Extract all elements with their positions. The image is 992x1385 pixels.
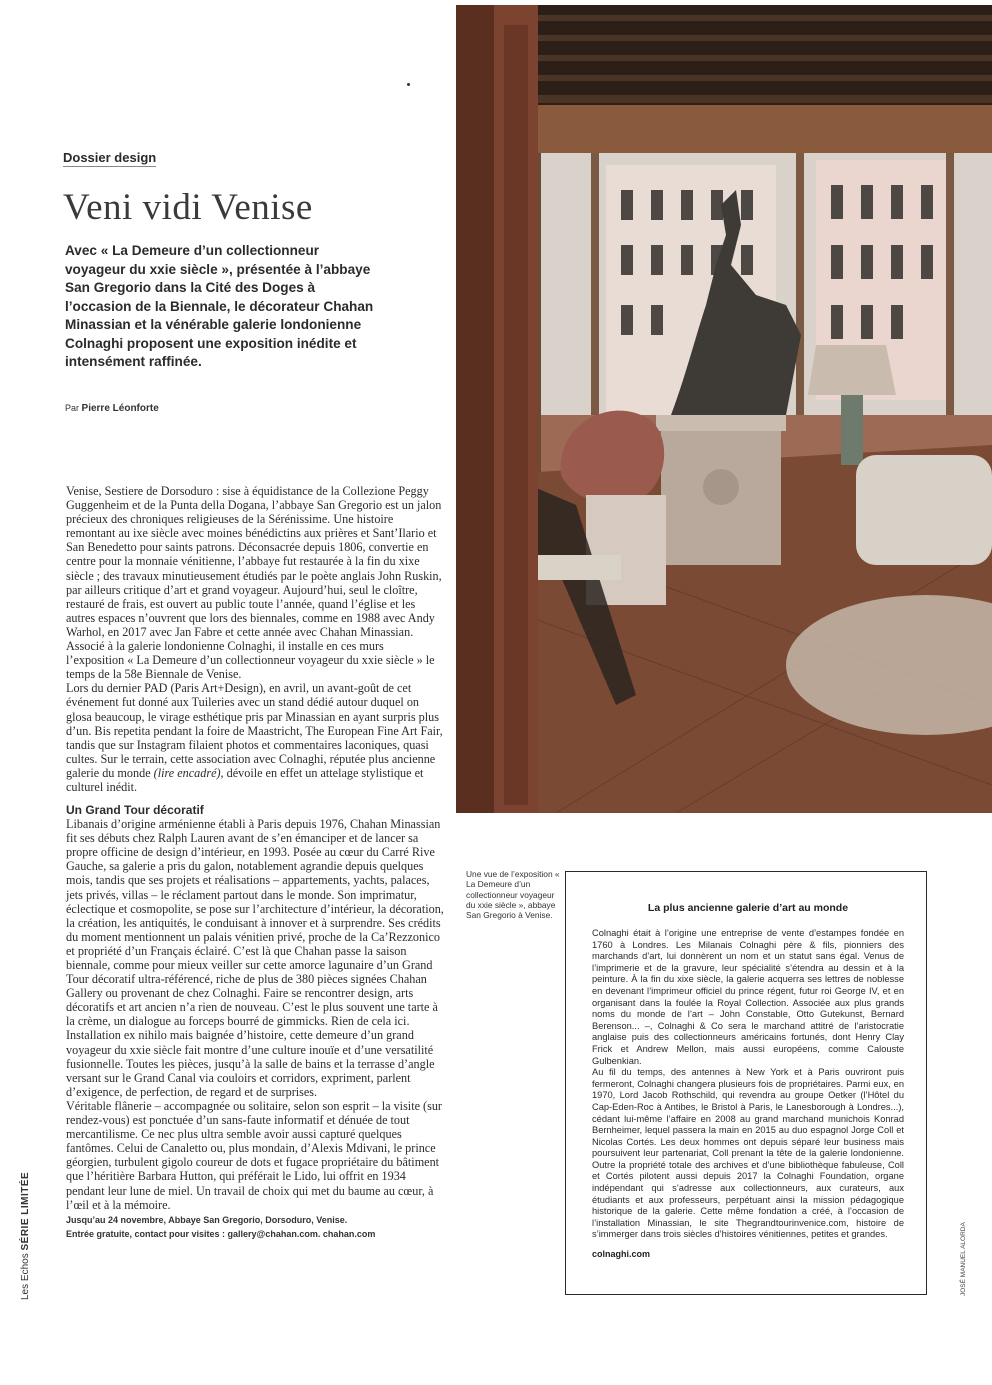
byline-prefix: Par [65,403,80,413]
sidebar-text [592,928,904,1241]
photo-caption: Une vue de l’exposition « La Demeure d’un collectionneur voyageur du xxie siècle », abbaye San Gregorio à Venise. [466,869,560,921]
paragraph: Véritable flânerie – accompagnée ou solitaire, selon son esprit – la visite (sur rendez-vous) est ponctuée d’un sans-faute informatif et dénuée de tout mercantilisme. Ce nec plus ultra semble avoir aussi capturé quelques fantômes. Celui de Canaletto ou, plus mondain, d’Alexis Mdivani, le prince géorgien, turbulent gigolo coureur de dots et fugace propriétaire du bâtiment que l’héritière Barbara Hutton, qui préférait le Lido, lui offrit en 1934 pendant leur lune de miel. Un travail de choix qui met du baume au cœur, à l’œil et à la mémoire. [66,1098,442,1212]
practical-info-dates: Jusqu’au 24 novembre, Abbaye San Gregorio, Dorsoduro, Venise. [66,1214,348,1225]
folio-brand: Les Echos [20,1253,31,1300]
subheading: Un Grand Tour décoratif [66,803,204,818]
folio-series: SÉRIE LIMITÉE [20,1171,31,1251]
photo-illustration [456,5,992,813]
interior-photo [456,5,992,813]
page-folio [20,1172,31,1300]
practical-info-contact: Entrée gratuite, contact pour visites : gallery@chahan.com. chahan.com [66,1228,376,1239]
article-title: Veni vidi Venise [63,187,313,228]
paragraph [66,681,444,794]
sidebar-paragraph: Colnaghi était à l’origine une entreprise de vente d’estampes fondée en 1760 à Londres. Les Milanais Colnaghi père & fils, pionniers des marchands d’art, lui donnèrent un nom et un statut sans égal. Venus de l’imprimerie et de la gravure, leur spécialité s’étendra au dessin et à la peinture. À la fin du xixe siècle, la galerie acquerra ses lettres de noblesse en devenant l’imprimeur officiel du prince régent, futur roi George IV, et en organisant dans la foulée la Royal Collection. Associée aux plus grands noms du monde de l’art – John Constable, Otto Gutekunst, Bernard Berenson... –, Colnaghi & Co sera le marchand attitré de l’aristocratie anglaise puis des collectionneurs américains fortunés, dont Henry Clay Frick et Andrew Mellon, mais aussi européens, comme Calouste Gulbenkian. [592,928,904,1066]
print-speck [407,83,410,86]
article-lede: Avec « La Demeure d’un collectionneur voyageur du xxie siècle », présentée à l’abbaye San Gregorio dans la Cité des Doges à l’occasion de la Biennale, le décorateur Chahan Minassian et la vénérable galerie londonienne Colnaghi proposent une exposition inédite et intensément raffinée. [65,243,374,369]
sidebar-link[interactable]: colnaghi.com [592,1249,651,1260]
sidebar-title: La plus ancienne galerie d’art au monde [647,902,849,914]
paragraph-text: Lors du dernier PAD (Paris Art+Design), en avril, un avant-goût de cet événement fut donné aux Tuileries avec un stand dédié autour duquel on glosa beaucoup, le virage esthétique pris par Minassian en ayant surpris plus d’un. Bis repetita pendant la foire de Maastricht, The European Fine Art Fair, tandis que sur Instagram filaient photos et commentaires laconiques, quasi cultes. Sur le terrain, cette association avec Colnaghi, réputée plus ancienne galerie du monde [66,681,443,780]
paragraph-reference: (lire encadré) [153,765,221,780]
byline [65,403,159,414]
sidebar-box [565,871,927,1295]
paragraph: Libanais d’origine arménienne établi à Paris depuis 1976, Chahan Minassian fit ses débuts chez Ralph Lauren avant de s’en émanciper et de lancer sa propre officine de design d’intérieur, en 1993. Posée au cœur du Carré Rive Gauche, sa galerie a pris du galon, notablement agrandie depuis quelques mois, tandis que ses projets et réalisations – appartements, yachts, palaces, jets privés, villas – le réclament partout dans le monde. Son imprimatur, éclectique et cosmopolite, se pose sur l’architecture d’intérieur, la décoration, la création, les antiquités, le conduisant à innover et à surprendre. Ses crédits du moment mentionnent un palais vénitien privé, proche de la Ca’Rezzonico et propriété d’un Français éclairé. C’est là que Chahan passe la saison biennale, comme pour mieux veiller sur cette amorce lagunaire d’un Grand Tour décoratif ultra-référencé, riche de plus de 380 pièces signées Chahan Gallery ou provenant de chez Colnaghi. Faire se rencontrer design, arts décoratifs et art ancien n’a rien de nouveau. C’est le plus souvent une tarte à la crème, un dialogue au forceps bourré de gimmicks. Rien de cela ici. Installation ex nihilo mais baignée d’histoire, cette demeure d’un grand voyageur du xxie siècle fait montre d’une culture inouïe et d’une versatilité fusionnelle. Toutes les pièces, jusqu’à la salle de bains et la terrasse d’angle versant sur le Grand Canal via couloirs et corridors, expriment, parlent d’exigence, de perfection, de regard et de surprises. [66,817,444,1099]
byline-author: Pierre Léonforte [81,403,159,414]
paragraph-text: , dévoile en effet un attelage stylistique et culturel inédit. [66,765,424,794]
photo-credit: JOSÉ MANUEL ALORDA [960,1222,967,1296]
sidebar-paragraph: Au fil du temps, des antennes à New York et à Paris ouvriront puis fermeront, Colnaghi changera plusieurs fois de propriétaires. Parmi eux, en 1970, Lord Jacob Rothschild, qui revendra au groupe Oetker (l’Hôtel du Cap-Eden-Roc à Antibes, le Bristol à Paris, le Lanesborough à Londres...), cédant lui-même l’affaire en 2008 au grand marchand munichois Konrad Bernheimer, lequel passera la main en 2015 au duo espagnol Jorge Coll et Nicolas Cortés. Les deux hommes ont depuis séparé leur business mais poursuivent leur partenariat, Coll prenant la tête de la galerie londonienne. Outre la propriété totale des archives et d’une bibliothèque fabuleuse, Coll et Cortés pilotent aussi depuis 2017 la Colnaghi Foundation, organe indépendant qui s’adresse aux collectionneurs, aux curateurs, aux étudiants et aux professeurs, perpétuant ainsi la mission pédagogique historique de la galerie. Cette même fondation a créé, à l’occasion de l’installation Minassian, le site Thegrandtourinvenice.com, histoire de s’immerger dans trois siècles d’histoires vénitiennes, petites et grandes. [592,1067,904,1240]
article-body [66,484,444,1241]
paragraph: Venise, Sestiere de Dorsoduro : sise à équidistance de la Collezione Peggy Guggenheim et de la Punta della Dogana, l’abbaye San Gregorio est un jalon précieux des chroniques religieuses de la Sérénissime. Une histoire remontant au ixe siècle avec moines bénédictins aux prières et Sant’Ilario et San Benedetto pour saints patrons. Déconsacrée depuis 1806, convertie en centre pour la monnaie vénitienne, l’abbaye fut restaurée à la fin du xixe siècle ; des travaux minutieusement étudiés par le poète anglais John Ruskin, par ailleurs critique d’art et grand voyageur. Aujourd’hui, seul le cloître, restauré de frais, est ouvert au public toute l’année, quand l’église et les autres espaces n’ouvrent que lors des biennales, comme en 1988 avec Andy Warhol, en 2017 avec Jan Fabre et cette année avec Chahan Minassian. Associé à la galerie londonienne Colnaghi, il installe en ces murs l’exposition « La Demeure d’un collectionneur voyageur du xxie siècle » le temps de la 58e Biennale de Venise. [66,484,442,682]
section-kicker: Dossier design [63,150,157,165]
